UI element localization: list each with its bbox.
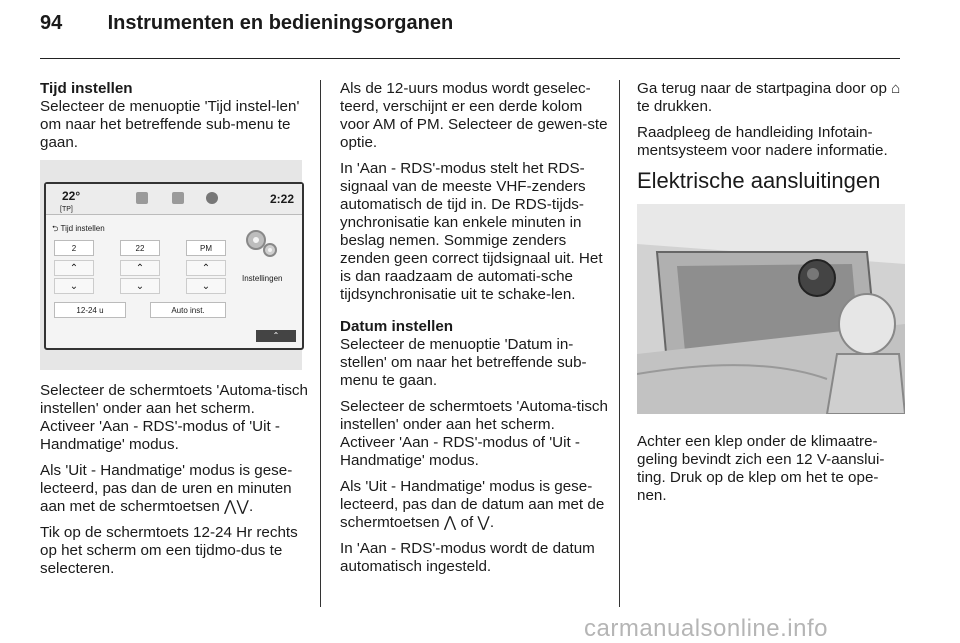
paragraph: In 'Aan - RDS'-modus wordt de datum automatisch ingesteld.: [340, 540, 595, 575]
column-1: [40, 80, 308, 586]
paragraph: Als 'Uit - Handmatige' modus is gese-lecteerd, pas dan de uren en minuten aan met de schermtoetsen ⋀⋁.: [40, 462, 293, 515]
back-icon: ⮌: [52, 224, 59, 233]
column-3: [637, 80, 905, 513]
paragraph: Ga terug naar de startpagina door op ⌂ te drukken.: [637, 80, 901, 115]
ampm-down-button: ⌄: [186, 278, 226, 294]
display-screen: [44, 182, 304, 350]
settings-label: Instellingen: [242, 274, 283, 283]
auto-set-button: Auto inst.: [150, 302, 226, 318]
paragraph: Tik op de schermtoets 12-24 Hr rechts op het scherm om een tijdmo-dus te selecteren.: [40, 524, 298, 577]
info-icon: [206, 192, 218, 204]
paragraph: In 'Aan - RDS'-modus stelt het RDS-signaal van de meeste VHF-zenders automatisch de tijd in. De RDS-tijds-ynchronisatie kan enkele minuten in beslag nemen. Sommige zenders zenden geen correct tijdsignaal uit. Het is dan raadzaam de automati-sche tijdsynchronisatie uit te schake-len.: [340, 160, 603, 303]
page-header: [40, 12, 453, 35]
music-icon: [136, 192, 148, 204]
section-heading-datum: Datum instellen: [340, 318, 454, 335]
section-title: Elektrische aansluitingen: [637, 168, 881, 193]
hour-field: 2: [54, 240, 94, 256]
page-title: Instrumenten en bedieningsorganen: [107, 12, 454, 34]
menu-title: Tijd instellen: [60, 224, 105, 233]
power-socket-photo: [637, 204, 905, 414]
header-rule: [40, 58, 900, 59]
paragraph: Selecteer de schermtoets 'Automa-tisch instellen' onder aan het scherm. Activeer 'Aan - RDS'-modus of 'Uit - Handmatige' modus.: [340, 398, 608, 469]
minute-up-button: ⌃: [120, 260, 160, 276]
status-bar: [46, 184, 302, 215]
collapse-button: ⌃: [256, 330, 296, 342]
watermark: carmanualsonline.info: [584, 615, 828, 642]
tp-label: [TP]: [60, 206, 73, 213]
phone-icon: [172, 192, 184, 204]
settings-gear-icon: [242, 226, 282, 260]
paragraph: Raadpleeg de handleiding Infotain-mentsysteem voor nadere informatie.: [637, 124, 888, 159]
page-number: 94: [40, 12, 63, 34]
ampm-up-button: ⌃: [186, 260, 226, 276]
temperature-label: 22°: [62, 189, 81, 203]
hour-up-button: ⌃: [54, 260, 94, 276]
column-divider: [619, 80, 620, 607]
ampm-field: PM: [186, 240, 226, 256]
clock-label: 2:22: [269, 192, 294, 206]
menu-title-row: [52, 220, 105, 238]
paragraph: Als de 12-uurs modus wordt geselec-teerd, verschijnt er een derde kolom voor AM of PM. Selecteer de gewen-ste optie.: [340, 80, 608, 151]
paragraph: Als 'Uit - Handmatige' modus is gese-lecteerd, pas dan de datum aan met de schermtoetsen ⋀ of ⋁.: [340, 478, 605, 531]
paragraph: Selecteer de schermtoets 'Automa-tisch instellen' onder aan het scherm. Activeer 'Aan - RDS'-modus of 'Uit - Handmatige' modus.: [40, 382, 308, 453]
column-divider: [320, 80, 321, 607]
section-heading-tijd: Tijd instellen: [40, 80, 133, 97]
mode-1224-button: 12-24 u: [54, 302, 126, 318]
minute-down-button: ⌄: [120, 278, 160, 294]
paragraph: Selecteer de menuoptie 'Datum in-stellen' om naar het betreffende sub-menu te gaan.: [340, 336, 587, 389]
minute-field: 22: [120, 240, 160, 256]
paragraph: Achter een klep onder de klimaatre-geling bevindt zich een 12 V-aanslui-ting. Druk op de klep om het te ope-nen.: [637, 433, 885, 504]
hour-down-button: ⌄: [54, 278, 94, 294]
paragraph: Selecteer de menuoptie 'Tijd instel-len' om naar het betreffende sub-menu te gaan.: [40, 98, 300, 151]
column-2: [340, 80, 608, 584]
screen-illustration: [40, 160, 302, 370]
